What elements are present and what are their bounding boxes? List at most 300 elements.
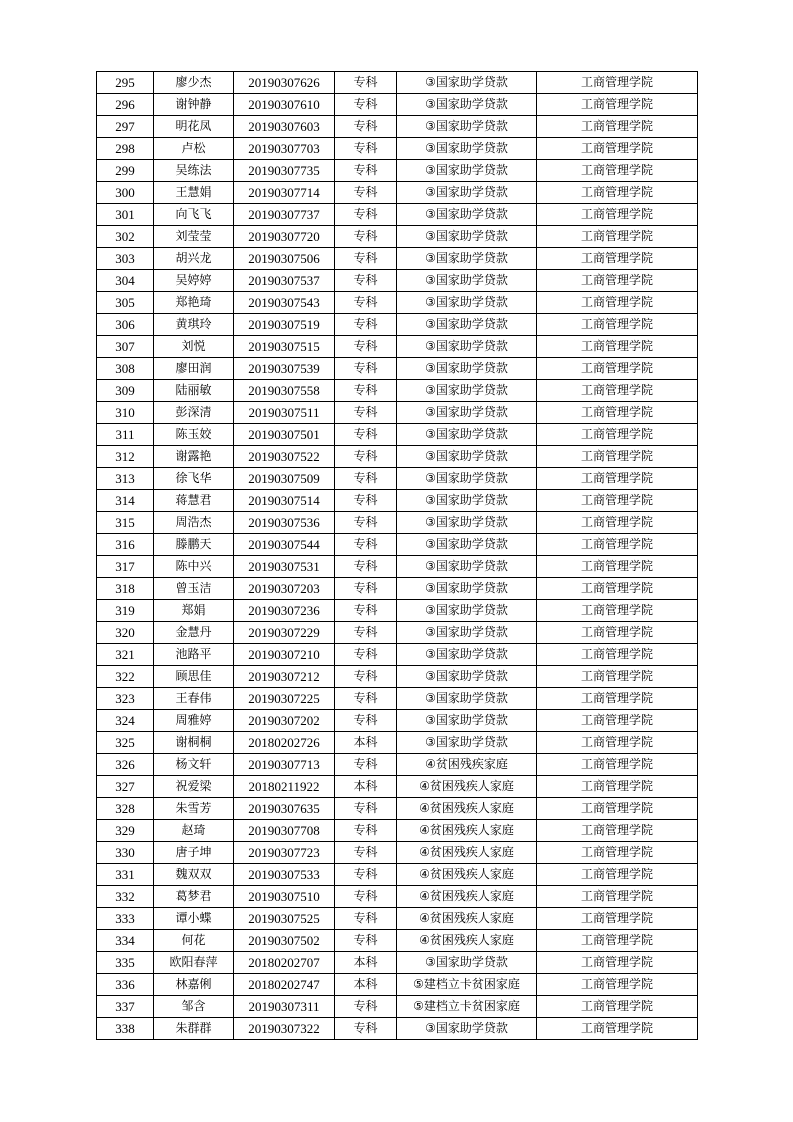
aid-category-cell: ④贫困残疾人家庭 <box>397 864 537 886</box>
table-row <box>97 578 698 600</box>
aid-category-cell: ③国家助学贷款 <box>397 578 537 600</box>
college-cell: 工商管理学院 <box>537 336 698 358</box>
degree-level-cell: 专科 <box>335 930 397 952</box>
student-name-cell: 赵琦 <box>154 820 234 842</box>
student-id-cell: 20190307212 <box>234 666 335 688</box>
college-cell: 工商管理学院 <box>537 380 698 402</box>
student-id-cell: 20190307537 <box>234 270 335 292</box>
student-id-cell: 20190307501 <box>234 424 335 446</box>
table-row <box>97 688 698 710</box>
student-name-cell: 王慧娟 <box>154 182 234 204</box>
row-number-cell: 313 <box>97 468 154 490</box>
row-number-cell: 335 <box>97 952 154 974</box>
degree-level-cell: 专科 <box>335 798 397 820</box>
aid-category-cell: ③国家助学贷款 <box>397 600 537 622</box>
table-row <box>97 468 698 490</box>
table-row <box>97 402 698 424</box>
degree-level-cell: 专科 <box>335 754 397 776</box>
student-name-cell: 卢松 <box>154 138 234 160</box>
degree-level-cell: 本科 <box>335 952 397 974</box>
student-id-cell: 20190307511 <box>234 402 335 424</box>
student-name-cell: 蒋慧君 <box>154 490 234 512</box>
student-name-cell: 陈中兴 <box>154 556 234 578</box>
student-name-cell: 池路平 <box>154 644 234 666</box>
table-row <box>97 820 698 842</box>
degree-level-cell: 专科 <box>335 226 397 248</box>
degree-level-cell: 专科 <box>335 996 397 1018</box>
college-cell: 工商管理学院 <box>537 512 698 534</box>
aid-category-cell: ③国家助学贷款 <box>397 556 537 578</box>
aid-category-cell: ③国家助学贷款 <box>397 160 537 182</box>
student-name-cell: 刘莹莹 <box>154 226 234 248</box>
table-row <box>97 160 698 182</box>
college-cell: 工商管理学院 <box>537 622 698 644</box>
student-name-cell: 黄琪玲 <box>154 314 234 336</box>
row-number-cell: 319 <box>97 600 154 622</box>
college-cell: 工商管理学院 <box>537 116 698 138</box>
aid-category-cell: ③国家助学贷款 <box>397 182 537 204</box>
student-name-cell: 吴婷婷 <box>154 270 234 292</box>
student-id-cell: 20190307311 <box>234 996 335 1018</box>
row-number-cell: 311 <box>97 424 154 446</box>
degree-level-cell: 专科 <box>335 908 397 930</box>
student-id-cell: 20190307610 <box>234 94 335 116</box>
student-name-cell: 谭小蝶 <box>154 908 234 930</box>
row-number-cell: 327 <box>97 776 154 798</box>
row-number-cell: 324 <box>97 710 154 732</box>
student-id-cell: 20190307720 <box>234 226 335 248</box>
college-cell: 工商管理学院 <box>537 820 698 842</box>
aid-category-cell: ④贫困残疾人家庭 <box>397 820 537 842</box>
roster-table-body <box>97 72 698 1040</box>
student-name-cell: 邹含 <box>154 996 234 1018</box>
row-number-cell: 308 <box>97 358 154 380</box>
student-id-cell: 20190307539 <box>234 358 335 380</box>
row-number-cell: 331 <box>97 864 154 886</box>
student-id-cell: 20190307714 <box>234 182 335 204</box>
student-name-cell: 胡兴龙 <box>154 248 234 270</box>
degree-level-cell: 专科 <box>335 182 397 204</box>
row-number-cell: 337 <box>97 996 154 1018</box>
row-number-cell: 307 <box>97 336 154 358</box>
table-row <box>97 292 698 314</box>
table-row <box>97 512 698 534</box>
student-id-cell: 20190307515 <box>234 336 335 358</box>
college-cell: 工商管理学院 <box>537 930 698 952</box>
row-number-cell: 309 <box>97 380 154 402</box>
table-row <box>97 314 698 336</box>
degree-level-cell: 专科 <box>335 534 397 556</box>
college-cell: 工商管理学院 <box>537 94 698 116</box>
row-number-cell: 310 <box>97 402 154 424</box>
aid-category-cell: ③国家助学贷款 <box>397 622 537 644</box>
aid-category-cell: ③国家助学贷款 <box>397 116 537 138</box>
row-number-cell: 317 <box>97 556 154 578</box>
student-roster-table <box>96 71 698 1040</box>
degree-level-cell: 专科 <box>335 864 397 886</box>
degree-level-cell: 专科 <box>335 72 397 94</box>
table-row <box>97 600 698 622</box>
aid-category-cell: ③国家助学贷款 <box>397 226 537 248</box>
student-id-cell: 20190307510 <box>234 886 335 908</box>
student-name-cell: 朱群群 <box>154 1018 234 1040</box>
table-row <box>97 270 698 292</box>
aid-category-cell: ③国家助学贷款 <box>397 336 537 358</box>
aid-category-cell: ③国家助学贷款 <box>397 402 537 424</box>
student-id-cell: 20190307203 <box>234 578 335 600</box>
college-cell: 工商管理学院 <box>537 842 698 864</box>
college-cell: 工商管理学院 <box>537 160 698 182</box>
college-cell: 工商管理学院 <box>537 732 698 754</box>
student-name-cell: 魏双双 <box>154 864 234 886</box>
row-number-cell: 306 <box>97 314 154 336</box>
aid-category-cell: ③国家助学贷款 <box>397 446 537 468</box>
table-row <box>97 116 698 138</box>
table-row <box>97 996 698 1018</box>
college-cell: 工商管理学院 <box>537 556 698 578</box>
degree-level-cell: 专科 <box>335 710 397 732</box>
aid-category-cell: ④贫困残疾人家庭 <box>397 842 537 864</box>
college-cell: 工商管理学院 <box>537 490 698 512</box>
degree-level-cell: 专科 <box>335 160 397 182</box>
table-row <box>97 248 698 270</box>
degree-level-cell: 专科 <box>335 644 397 666</box>
row-number-cell: 330 <box>97 842 154 864</box>
row-number-cell: 304 <box>97 270 154 292</box>
aid-category-cell: ③国家助学贷款 <box>397 72 537 94</box>
table-row <box>97 490 698 512</box>
student-name-cell: 滕鹏天 <box>154 534 234 556</box>
table-row <box>97 556 698 578</box>
row-number-cell: 303 <box>97 248 154 270</box>
student-id-cell: 20190307735 <box>234 160 335 182</box>
aid-category-cell: ③国家助学贷款 <box>397 292 537 314</box>
table-row <box>97 1018 698 1040</box>
degree-level-cell: 专科 <box>335 138 397 160</box>
degree-level-cell: 本科 <box>335 732 397 754</box>
college-cell: 工商管理学院 <box>537 644 698 666</box>
student-id-cell: 20190307543 <box>234 292 335 314</box>
table-row <box>97 182 698 204</box>
table-row <box>97 644 698 666</box>
table-row <box>97 666 698 688</box>
row-number-cell: 297 <box>97 116 154 138</box>
aid-category-cell: ③国家助学贷款 <box>397 270 537 292</box>
table-row <box>97 336 698 358</box>
aid-category-cell: ③国家助学贷款 <box>397 688 537 710</box>
row-number-cell: 300 <box>97 182 154 204</box>
table-row <box>97 776 698 798</box>
aid-category-cell: ③国家助学贷款 <box>397 490 537 512</box>
aid-category-cell: ③国家助学贷款 <box>397 314 537 336</box>
row-number-cell: 326 <box>97 754 154 776</box>
degree-level-cell: 专科 <box>335 886 397 908</box>
college-cell: 工商管理学院 <box>537 358 698 380</box>
table-row <box>97 886 698 908</box>
student-id-cell: 20190307558 <box>234 380 335 402</box>
table-row <box>97 72 698 94</box>
aid-category-cell: ③国家助学贷款 <box>397 248 537 270</box>
degree-level-cell: 专科 <box>335 94 397 116</box>
student-id-cell: 20190307603 <box>234 116 335 138</box>
degree-level-cell: 专科 <box>335 358 397 380</box>
student-name-cell: 唐子坤 <box>154 842 234 864</box>
degree-level-cell: 专科 <box>335 1018 397 1040</box>
college-cell: 工商管理学院 <box>537 270 698 292</box>
row-number-cell: 298 <box>97 138 154 160</box>
student-id-cell: 20190307723 <box>234 842 335 864</box>
table-row <box>97 424 698 446</box>
student-id-cell: 20190307225 <box>234 688 335 710</box>
degree-level-cell: 专科 <box>335 622 397 644</box>
degree-level-cell: 本科 <box>335 974 397 996</box>
row-number-cell: 336 <box>97 974 154 996</box>
table-row <box>97 94 698 116</box>
table-row <box>97 534 698 556</box>
row-number-cell: 321 <box>97 644 154 666</box>
student-name-cell: 向飞飞 <box>154 204 234 226</box>
table-row <box>97 974 698 996</box>
degree-level-cell: 专科 <box>335 512 397 534</box>
student-name-cell: 彭深清 <box>154 402 234 424</box>
student-id-cell: 20190307229 <box>234 622 335 644</box>
row-number-cell: 315 <box>97 512 154 534</box>
student-name-cell: 廖少杰 <box>154 72 234 94</box>
student-id-cell: 20190307236 <box>234 600 335 622</box>
aid-category-cell: ④贫困残疾家庭 <box>397 754 537 776</box>
degree-level-cell: 专科 <box>335 600 397 622</box>
row-number-cell: 328 <box>97 798 154 820</box>
student-id-cell: 20190307635 <box>234 798 335 820</box>
degree-level-cell: 专科 <box>335 116 397 138</box>
student-id-cell: 20180202707 <box>234 952 335 974</box>
student-name-cell: 明花凤 <box>154 116 234 138</box>
college-cell: 工商管理学院 <box>537 446 698 468</box>
student-id-cell: 20190307737 <box>234 204 335 226</box>
student-name-cell: 林嘉俐 <box>154 974 234 996</box>
aid-category-cell: ④贫困残疾人家庭 <box>397 886 537 908</box>
degree-level-cell: 专科 <box>335 314 397 336</box>
degree-level-cell: 专科 <box>335 424 397 446</box>
aid-category-cell: ③国家助学贷款 <box>397 468 537 490</box>
student-id-cell: 20190307506 <box>234 248 335 270</box>
row-number-cell: 333 <box>97 908 154 930</box>
aid-category-cell: ③国家助学贷款 <box>397 204 537 226</box>
row-number-cell: 305 <box>97 292 154 314</box>
table-row <box>97 798 698 820</box>
aid-category-cell: ③国家助学贷款 <box>397 732 537 754</box>
college-cell: 工商管理学院 <box>537 996 698 1018</box>
student-name-cell: 谢露艳 <box>154 446 234 468</box>
table-row <box>97 864 698 886</box>
student-name-cell: 何花 <box>154 930 234 952</box>
college-cell: 工商管理学院 <box>537 710 698 732</box>
table-row <box>97 204 698 226</box>
degree-level-cell: 专科 <box>335 556 397 578</box>
college-cell: 工商管理学院 <box>537 600 698 622</box>
college-cell: 工商管理学院 <box>537 468 698 490</box>
college-cell: 工商管理学院 <box>537 864 698 886</box>
degree-level-cell: 专科 <box>335 204 397 226</box>
student-name-cell: 杨文轩 <box>154 754 234 776</box>
row-number-cell: 299 <box>97 160 154 182</box>
student-id-cell: 20190307509 <box>234 468 335 490</box>
degree-level-cell: 专科 <box>335 468 397 490</box>
college-cell: 工商管理学院 <box>537 402 698 424</box>
aid-category-cell: ③国家助学贷款 <box>397 380 537 402</box>
student-id-cell: 20180202726 <box>234 732 335 754</box>
student-id-cell: 20190307544 <box>234 534 335 556</box>
row-number-cell: 318 <box>97 578 154 600</box>
student-id-cell: 20190307533 <box>234 864 335 886</box>
college-cell: 工商管理学院 <box>537 952 698 974</box>
student-id-cell: 20190307210 <box>234 644 335 666</box>
college-cell: 工商管理学院 <box>537 248 698 270</box>
table-row <box>97 380 698 402</box>
degree-level-cell: 专科 <box>335 402 397 424</box>
student-name-cell: 周浩杰 <box>154 512 234 534</box>
row-number-cell: 322 <box>97 666 154 688</box>
student-name-cell: 朱雪芳 <box>154 798 234 820</box>
student-id-cell: 20190307713 <box>234 754 335 776</box>
row-number-cell: 296 <box>97 94 154 116</box>
aid-category-cell: ③国家助学贷款 <box>397 710 537 732</box>
row-number-cell: 312 <box>97 446 154 468</box>
student-name-cell: 廖田润 <box>154 358 234 380</box>
student-id-cell: 20190307703 <box>234 138 335 160</box>
college-cell: 工商管理学院 <box>537 314 698 336</box>
student-name-cell: 曾玉洁 <box>154 578 234 600</box>
student-id-cell: 20180211922 <box>234 776 335 798</box>
row-number-cell: 320 <box>97 622 154 644</box>
row-number-cell: 323 <box>97 688 154 710</box>
row-number-cell: 295 <box>97 72 154 94</box>
aid-category-cell: ⑤建档立卡贫困家庭 <box>397 996 537 1018</box>
aid-category-cell: ③国家助学贷款 <box>397 424 537 446</box>
student-name-cell: 祝爱梁 <box>154 776 234 798</box>
college-cell: 工商管理学院 <box>537 72 698 94</box>
table-row <box>97 952 698 974</box>
row-number-cell: 314 <box>97 490 154 512</box>
college-cell: 工商管理学院 <box>537 798 698 820</box>
student-id-cell: 20190307519 <box>234 314 335 336</box>
aid-category-cell: ③国家助学贷款 <box>397 138 537 160</box>
aid-category-cell: ③国家助学贷款 <box>397 534 537 556</box>
table-row <box>97 930 698 952</box>
table-row <box>97 732 698 754</box>
aid-category-cell: ③国家助学贷款 <box>397 666 537 688</box>
aid-category-cell: ③国家助学贷款 <box>397 512 537 534</box>
college-cell: 工商管理学院 <box>537 226 698 248</box>
table-row <box>97 908 698 930</box>
college-cell: 工商管理学院 <box>537 908 698 930</box>
student-name-cell: 刘悦 <box>154 336 234 358</box>
student-name-cell: 葛梦君 <box>154 886 234 908</box>
student-name-cell: 王春伟 <box>154 688 234 710</box>
student-name-cell: 谢桐桐 <box>154 732 234 754</box>
row-number-cell: 301 <box>97 204 154 226</box>
row-number-cell: 302 <box>97 226 154 248</box>
student-id-cell: 20190307525 <box>234 908 335 930</box>
degree-level-cell: 本科 <box>335 776 397 798</box>
college-cell: 工商管理学院 <box>537 424 698 446</box>
table-row <box>97 358 698 380</box>
student-id-cell: 20190307322 <box>234 1018 335 1040</box>
college-cell: 工商管理学院 <box>537 754 698 776</box>
student-name-cell: 陈玉姣 <box>154 424 234 446</box>
table-row <box>97 710 698 732</box>
degree-level-cell: 专科 <box>335 490 397 512</box>
college-cell: 工商管理学院 <box>537 688 698 710</box>
student-id-cell: 20190307626 <box>234 72 335 94</box>
college-cell: 工商管理学院 <box>537 182 698 204</box>
degree-level-cell: 专科 <box>335 336 397 358</box>
aid-category-cell: ③国家助学贷款 <box>397 952 537 974</box>
table-row <box>97 226 698 248</box>
college-cell: 工商管理学院 <box>537 578 698 600</box>
student-name-cell: 郑艳琦 <box>154 292 234 314</box>
college-cell: 工商管理学院 <box>537 776 698 798</box>
table-row <box>97 842 698 864</box>
student-name-cell: 金慧丹 <box>154 622 234 644</box>
student-id-cell: 20190307502 <box>234 930 335 952</box>
degree-level-cell: 专科 <box>335 688 397 710</box>
student-id-cell: 20190307514 <box>234 490 335 512</box>
table-row <box>97 754 698 776</box>
college-cell: 工商管理学院 <box>537 292 698 314</box>
college-cell: 工商管理学院 <box>537 666 698 688</box>
aid-category-cell: ④贫困残疾人家庭 <box>397 908 537 930</box>
table-row <box>97 446 698 468</box>
college-cell: 工商管理学院 <box>537 974 698 996</box>
aid-category-cell: ③国家助学贷款 <box>397 358 537 380</box>
aid-category-cell: ④贫困残疾人家庭 <box>397 776 537 798</box>
student-name-cell: 周雅婷 <box>154 710 234 732</box>
degree-level-cell: 专科 <box>335 820 397 842</box>
aid-category-cell: ③国家助学贷款 <box>397 1018 537 1040</box>
degree-level-cell: 专科 <box>335 380 397 402</box>
degree-level-cell: 专科 <box>335 578 397 600</box>
row-number-cell: 338 <box>97 1018 154 1040</box>
student-name-cell: 徐飞华 <box>154 468 234 490</box>
student-id-cell: 20190307531 <box>234 556 335 578</box>
student-name-cell: 欧阳春萍 <box>154 952 234 974</box>
student-id-cell: 20190307522 <box>234 446 335 468</box>
row-number-cell: 334 <box>97 930 154 952</box>
college-cell: 工商管理学院 <box>537 138 698 160</box>
student-name-cell: 谢钟静 <box>154 94 234 116</box>
college-cell: 工商管理学院 <box>537 1018 698 1040</box>
degree-level-cell: 专科 <box>335 666 397 688</box>
student-name-cell: 吴练法 <box>154 160 234 182</box>
aid-category-cell: ④贫困残疾人家庭 <box>397 930 537 952</box>
aid-category-cell: ④贫困残疾人家庭 <box>397 798 537 820</box>
student-id-cell: 20180202747 <box>234 974 335 996</box>
row-number-cell: 325 <box>97 732 154 754</box>
row-number-cell: 329 <box>97 820 154 842</box>
college-cell: 工商管理学院 <box>537 886 698 908</box>
aid-category-cell: ③国家助学贷款 <box>397 94 537 116</box>
college-cell: 工商管理学院 <box>537 534 698 556</box>
degree-level-cell: 专科 <box>335 842 397 864</box>
aid-category-cell: ⑤建档立卡贫困家庭 <box>397 974 537 996</box>
table-row <box>97 622 698 644</box>
table-row <box>97 138 698 160</box>
degree-level-cell: 专科 <box>335 270 397 292</box>
student-id-cell: 20190307202 <box>234 710 335 732</box>
degree-level-cell: 专科 <box>335 446 397 468</box>
student-name-cell: 郑娟 <box>154 600 234 622</box>
